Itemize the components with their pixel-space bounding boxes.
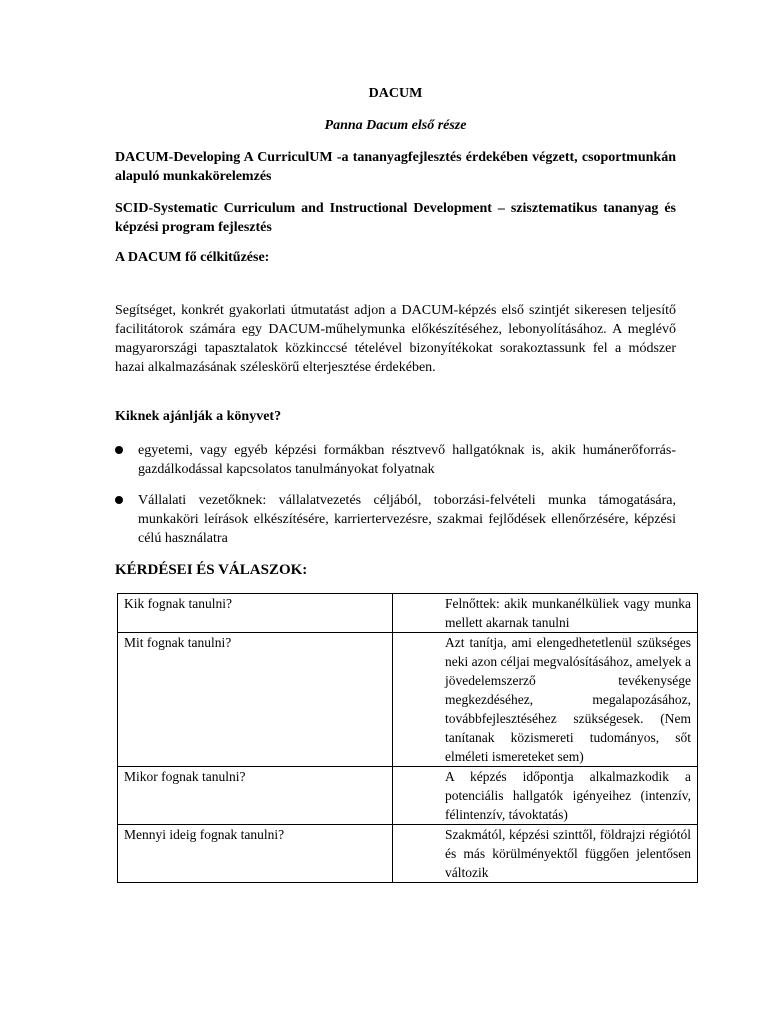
definition-dacum: DACUM-Developing A CurriculUM -a tananyagfejlesztés érdekében végzett, csoportmunkán alapuló munkakörelemzés <box>115 150 676 184</box>
bullet-text: Vállalati vezetőknek: vállalatvezetés céljából, toborzási-felvételi munka támogatására, munkaköri leírások elkészítésére, karriertervezésre, szakmai fejlődések ellenőrzésére, képzési célú használatra <box>138 493 676 546</box>
question-cell: Mennyi ideig fognak tanulni? <box>118 825 393 883</box>
table-row <box>118 633 698 767</box>
question-cell: Kik fognak tanulni? <box>118 594 393 633</box>
question-cell: Mikor fognak tanulni? <box>118 767 393 825</box>
qa-heading: KÉRDÉSEI ÉS VÁLASZOK: <box>115 562 308 578</box>
answer-cell: Azt tanítja, ami elengedhetetlenül szükséges neki azon céljai megvalósításához, amelyek a jövedelemszerző tevékenysége megkezdéséhez, megalapozásához, továbbfejlesztéséhez szükségesek. (Nem tanítanak közismereti tudományos, sőt elméleti ismereteket sem) <box>393 633 698 767</box>
qa-table <box>117 593 698 883</box>
table-row <box>118 594 698 633</box>
table-row <box>118 825 698 883</box>
bullet-icon <box>115 496 123 504</box>
answer-cell: Felnőttek: akik munkanélküliek vagy munka mellett akarnak tanulni <box>393 594 698 633</box>
document-subtitle: Panna Dacum első része <box>324 118 467 133</box>
bullet-text: egyetemi, vagy egyéb képzési formákban résztvevő hallgatóknak is, akik humánerőforrás-gazdálkodással kapcsolatos tanulmányokat folyatnak <box>138 443 676 477</box>
goal-text: Segítséget, konkrét gyakorlati útmutatást adjon a DACUM-képzés első szintjét sikeresen teljesítő facilitátorok számára egy DACUM-műhelymunka előkészítéséhez, lebonyolításához. A meglévő magyarországi tapasztalatok közkinccsé tételével bizonyítékokat sorakoztassunk fel a módszer hazai alkalmazásának széleskörű elterjesztése érdekében. <box>115 303 676 375</box>
definition-scid: SCID-Systematic Curriculum and Instructional Development – szisztematikus tananyag és képzési program fejlesztés <box>115 201 676 235</box>
document-title: DACUM <box>368 86 423 101</box>
question-cell: Mit fognak tanulni? <box>118 633 393 767</box>
answer-cell: Szakmától, képzési szinttől, földrajzi régiótól és más körülményektől függően jelentősen változik <box>393 825 698 883</box>
table-row <box>118 767 698 825</box>
bullet-icon <box>115 446 123 454</box>
audience-heading: Kiknek ajánlják a könyvet? <box>115 409 282 424</box>
goal-heading: A DACUM fő célkitűzése: <box>115 250 270 265</box>
answer-cell: A képzés időpontja alkalmazkodik a potenciális hallgatók igényeihez (intenzív, félintenzív, távoktatás) <box>393 767 698 825</box>
